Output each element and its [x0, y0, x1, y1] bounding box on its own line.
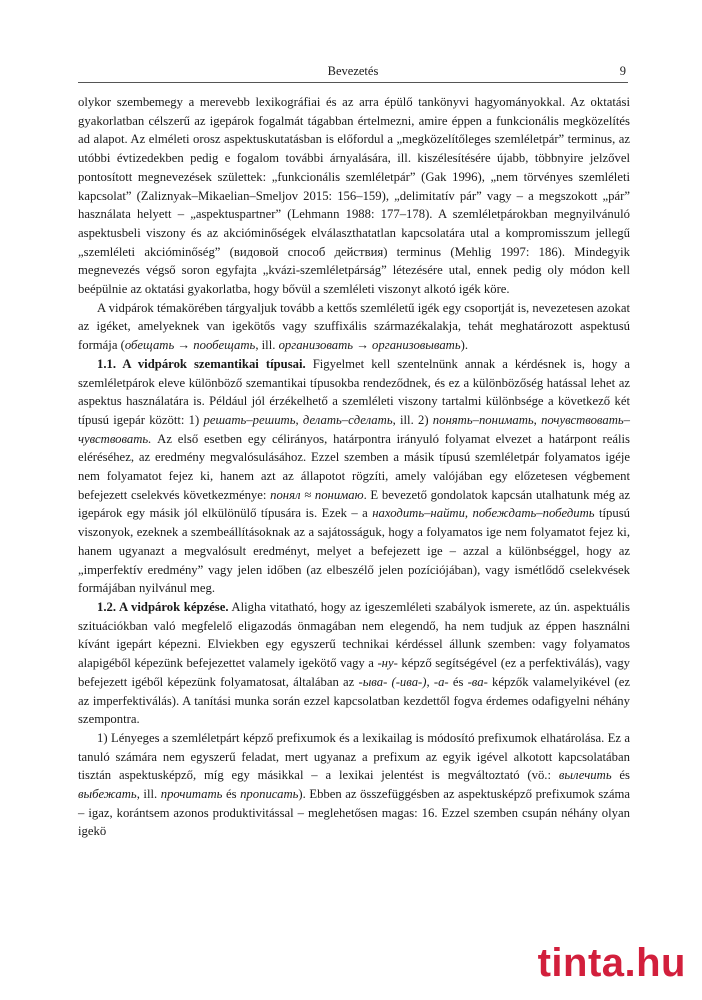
paragraph-text: . E bevezető gondolatok kapcsán utalhatunk még az igepárok egy másik jól elkülönülő típusára is. Ezek – a: [78, 487, 630, 521]
paragraph: [78, 355, 630, 598]
example-text: организовать → организовывать: [278, 338, 461, 353]
section-heading: 1.1. A vidpárok szemantikai típusai.: [97, 356, 306, 371]
paragraph-text: , ill.: [136, 787, 161, 802]
running-title: Bevezetés: [327, 64, 379, 78]
example-text: -ну-: [377, 656, 398, 671]
paragraph-text: Az első esetben egy célirányos, határpontra irányuló folyamat elvezet a határpont reális eléréséhez, az eredmény megvalósulásához. Ezzel szemben a másik típusú szemléletpár folyamatos igéje nem folyamatot fejez ki, hanem azt az állapotot rögzíti, amely valójában egy előzetesen végbement befejezett cselekvés következménye:: [78, 431, 630, 502]
page-number: 9: [619, 64, 626, 78]
paragraph: [78, 93, 630, 299]
paragraph-text: , ill.: [255, 338, 279, 353]
paragraph-text: típusú viszonyok, ezeknek a szembeállításoknak az a sajátosságuk, hogy a folyamatos ige nem folyamatot fejez ki, hanem ugyanazt a megvalósult eredményt, melyet a befejezett ige – azzal a különbséggel, hogy az „imperfektív eredmény” vagy jelen időben (az elbeszélő jelen pozíciójában), vagy ismétlődő cselekvések formájában nyilvánul meg.: [78, 506, 630, 596]
paragraph-text: és: [611, 768, 630, 783]
watermark-logo: tinta.hu: [537, 941, 686, 985]
example-text: прописать: [240, 787, 299, 802]
paragraph: [78, 729, 630, 841]
paragraph-text: 1) Lényeges a szemléletpárt képző prefixumok és a lexikailag is módosító prefixumok elhatárolása. Ez a tanuló számára nem egyszerű feladat, mert ugyanaz a prefixum az egyik igével alkotott kapcsolatában tisztán aspektusképző, míg egy másikkal – a lexikai jelentést is megváltoztató (vö.:: [78, 730, 630, 783]
paragraph: [78, 299, 630, 355]
paragraph: [78, 598, 630, 729]
example-text: вылечить: [558, 768, 612, 783]
paragraph-text: Figyelmet kell szentelnünk annak a kérdésnek is, hogy a szemléletpárok eleve különböző szemantikai típusokba rendeződnek, és ez a különbözőség hatással lehet az aspektus használatára is. Például jól érzékelhető a szemléleti viszony tartalmi különbsége a következő két típusú igepár között: 1): [78, 356, 630, 427]
paragraph-text: , ill. 2): [392, 412, 433, 427]
example-text: выбежать: [78, 787, 137, 802]
paragraph-text: képző segítségével (ez a perfektiválás), vagy befejezett igéből képezünk folyamatosat, általában az: [78, 656, 631, 689]
example-text: -ва-: [467, 674, 488, 689]
paragraph-text: és: [222, 787, 241, 802]
example-text: прочитать: [160, 787, 223, 802]
example-text: понял ≈ понимаю: [270, 487, 364, 502]
example-text: обещать → пообещать: [124, 338, 256, 353]
body-text: [78, 93, 630, 841]
paragraph-text: olykor szembemegy a merevebb lexikográfiai és az arra épülő tankönyvi hagyományokkal. Az oktatási gyakorlatban célszerű az igepárok fogalmát tágabban értelmezni, amire éppen a funkcionális megközelítés ad alapot. Az elméleti orosz aspektuskutatásban is előfordul a „megközelítőleges szemléletpár” terminus, az utóbbi évtizedekben pedig e fogalom további árnyalására, ill. kiszélesítésére újabb, többnyire jelzővel pontosított megnevezések születtek: „funkcionális szemléletpár” (Gak 1996), „nem törvényes szemléleti kapcsolat” (Zaliznyak–Mikaelian–Smeljov 2015: 156–159), „delimitatív pár” vagy – a megszokott „pár” használata helyett – „aspektuspartner” (Lehmann 1988: 177–178). A szemléletpárokban megnyilvánuló aspektusbeli viszony és az akcióminőségek elválaszthatatlan kapcsolatára utal a kompromisszum jellegű „szemléleti akcióminőség” (видовой способ действия) terminus (Mehlig 1997: 186). Mindegyik megnevezés végső soron egyfajta „kvázi-szemléletpárság” létezésére utal, ennek pedig oly módon kell beépülnie az oktatási gyakorlatba, hogy bővül a szemléleti viszonyt alkotó igék köre.: [78, 95, 630, 297]
paragraph-text: ).: [460, 338, 469, 353]
example-text: -ыва- (-ива-), -а-: [358, 674, 449, 689]
paragraph-text: és: [448, 674, 468, 689]
example-text: находить–найти, побеждать–победить: [372, 506, 595, 521]
example-text: понять–понимать, почувствовать–чувствовать.: [78, 412, 630, 446]
example-text: решать–решить, делать–сделать: [203, 412, 393, 427]
section-heading: 1.2. A vidpárok képzése.: [97, 599, 229, 614]
paragraph-text: A vidpárok témakörében tárgyaljuk tovább a kettős szemléletű igék egy csoportját is, nevezetesen azokat az igéket, amelyeknek van igekötős vagy szuffixális származékalakja, tehát meghatározott aspektusú formája (: [78, 300, 630, 353]
paragraph-text: ). Ebben az összefüggésben az aspektusképző prefixumok száma – igaz, korántsem azonos produktivitással – meglehetősen magas: 16. Ezzel szemben csupán néhány olyan igekö: [78, 787, 631, 839]
running-header: [78, 62, 628, 83]
paragraph-text: képzők valamelyikével (ez az imperfektiválás). A tanítási munka során ezzel kapcsolatban kezdettől fogva érdemes odafigyelni néhány szempontra.: [78, 674, 630, 727]
paragraph-text: Aligha vitatható, hogy az igeszemléleti szabályok ismerete, az ún. aspektuális szituációkban való megfelelő eligazodás önmagában nem elegendő, ha nem tudjuk az éppen használni kívánt igepárt képezni. Elviekben egy egyszerű technikai kérdéssel állunk szemben: vagy folyamatos alapigéből képezünk befejezettet valamely igekötő vagy a: [78, 599, 630, 671]
